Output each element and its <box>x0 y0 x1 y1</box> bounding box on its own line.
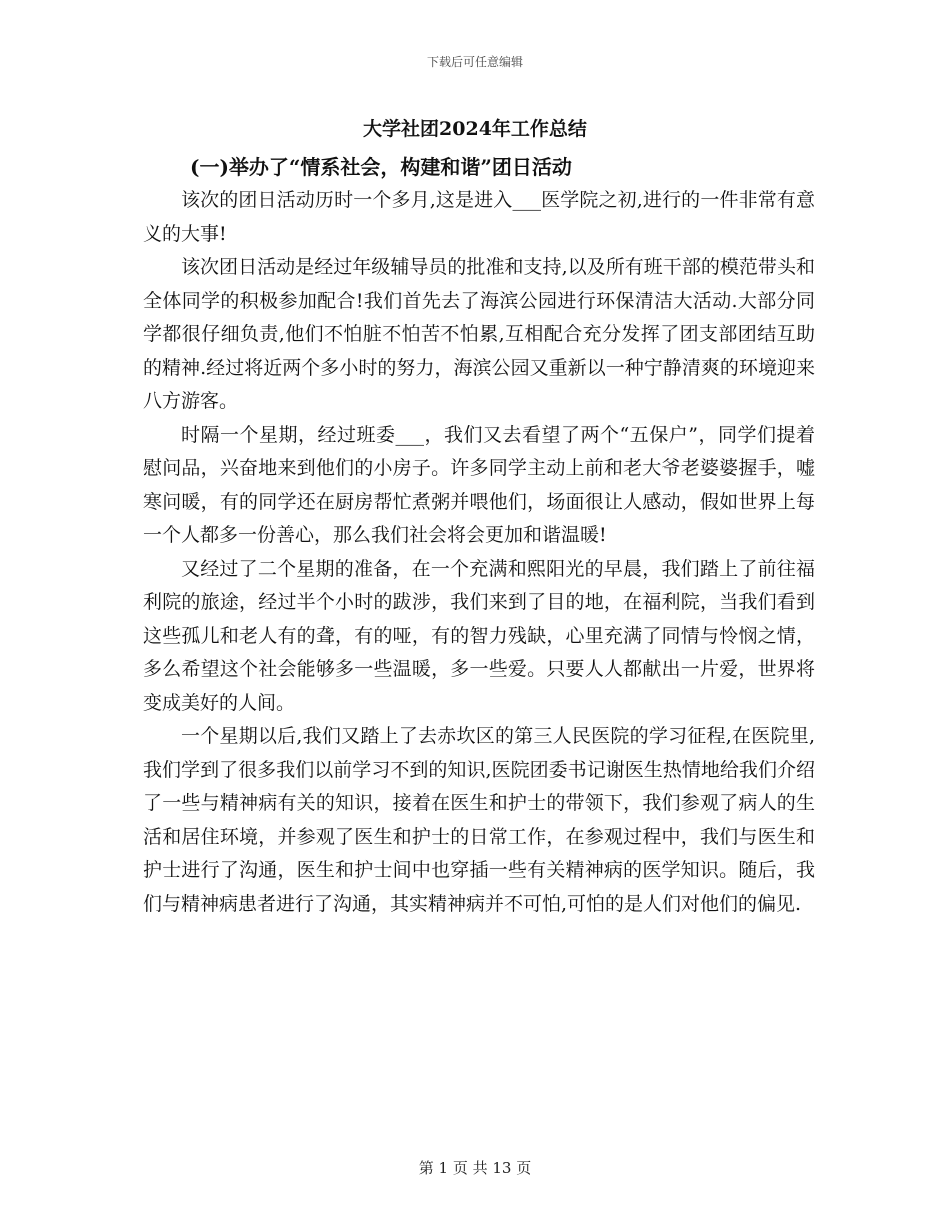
paragraph: 时隔一个星期，经过班委___，我们又去看望了两个“五保户”，同学们提着慰问品，兴奋地来到他们的小房子。许多同学主动上前和老大爷老婆婆握手，嘘寒问暖，有的同学还在厨房帮忙煮粥并喂他们，场面很让人感动，假如世界上每一个人都多一份善心，那么我们社会将会更加和谐温暖! <box>143 423 815 546</box>
section-heading: (一)举办了“情系社会，构建和谐”团日活动 <box>190 155 572 179</box>
paragraph: 该次团日活动是经过年级辅导员的批准和支持,以及所有班干部的模范带头和全体同学的积极参加配合!我们首先去了海滨公园进行环保清洁大活动.大部分同学都很仔细负责,他们不怕脏不怕苦不怕累,互相配合充分发挥了团支部团结互助的精神.经过将近两个多小时的努力，海滨公园又重新以一种宁静清爽的环境迎来八方游客。 <box>143 256 815 412</box>
page-number: 第 1 页 共 13 页 <box>418 1159 532 1177</box>
document-title: 大学社团2024年工作总结 <box>363 118 587 140</box>
document-body <box>143 184 815 921</box>
paragraph: 又经过了二个星期的准备，在一个充满和熙阳光的早晨，我们踏上了前往福利院的旅途，经过半个小时的跋涉，我们来到了目的地，在福利院，当我们看到这些孤儿和老人有的聋，有的哑，有的智力残缺，心里充满了同情与怜悯之情，多么希望这个社会能够多一些温暖，多一些爱。只要人人都献出一片爱，世界将变成美好的人间。 <box>143 557 815 714</box>
paragraph: 一个星期以后,我们又踏上了去赤坎区的第三人民医院的学习征程,在医院里,我们学到了很多我们以前学习不到的知识,医院团委书记谢医生热情地给我们介绍了一些与精神病有关的知识，接着在医生和护士的带领下，我们参观了病人的生活和居住环境，并参观了医生和护士的日常工作，在参观过程中，我们与医生和护士进行了沟通，医生和护士间中也穿插一些有关精神病的医学知识。随后，我们与精神病患者进行了沟通，其实精神病并不可怕,可怕的是人们对他们的偏见. <box>143 725 815 915</box>
page-header: 下载后可任意编辑 <box>426 55 523 69</box>
paragraph: 该次的团日活动历时一个多月,这是进入___医学院之初,进行的一件非常有意义的大事! <box>143 189 815 245</box>
